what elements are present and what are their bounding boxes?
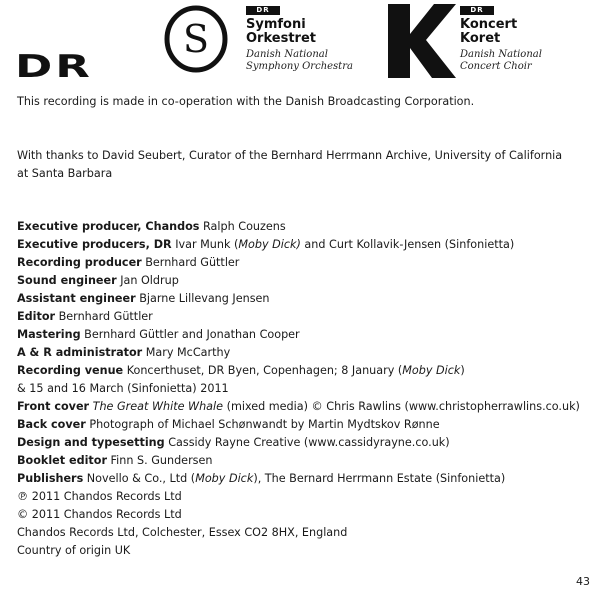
credit-booklet-editor: Booklet editor Finn S. Gundersen	[17, 454, 213, 467]
logo-header	[0, 0, 600, 88]
phonogram-notice: ℗ 2011 Chandos Records Ltd	[17, 490, 182, 503]
koncert-sub-line1: Danish National	[460, 49, 542, 60]
dr-logo: DR	[15, 49, 93, 85]
credits-list	[17, 218, 597, 560]
country-of-origin: Country of origin UK	[17, 544, 131, 557]
credit-editor: Editor Bernhard Güttler	[17, 310, 153, 323]
koncert-name-line2: Koret	[460, 31, 501, 46]
copyright-notice: © 2011 Chandos Records Ltd	[17, 508, 182, 521]
thanks-line-2: at Santa Barbara	[17, 167, 113, 180]
credit-ar-administrator: A & R administrator Mary McCarthy	[17, 346, 231, 359]
symfoni-name-line2: Orkestret	[246, 31, 316, 46]
credit-recording-venue-cont: & 15 and 16 March (Sinfonietta) 2011	[17, 382, 229, 395]
symfoni-name-line1: Symfoni	[246, 17, 306, 32]
koncert-sub-line2: Concert Choir	[460, 61, 532, 72]
credit-back-cover: Back cover Photograph of Michael Schønwandt by Martin Mydtskov Rønne	[17, 418, 440, 431]
credit-mastering: Mastering Bernhard Güttler and Jonathan Cooper	[17, 328, 300, 341]
page-number: 43	[576, 575, 590, 588]
thanks-line-1: With thanks to David Seubert, Curator of the Bernhard Herrmann Archive, University of California	[17, 149, 563, 162]
credit-exec-dr: Executive producers, DR Ivar Munk (Moby Dick) and Curt Kollavik-Jensen (Sinfonietta)	[17, 238, 515, 251]
koncert-dr-badge: DR	[460, 6, 494, 15]
symfoni-sub-line2: Symphony Orchestra	[246, 61, 353, 72]
credit-sound-engineer: Sound engineer Jan Oldrup	[17, 274, 179, 287]
cooperation-note: This recording is made in co-operation with the Danish Broadcasting Corporation.	[17, 95, 475, 108]
koncert-koret-emblem	[388, 2, 456, 78]
thanks-note	[17, 147, 592, 183]
credit-exec-chandos: Executive producer, Chandos Ralph Couzens	[17, 220, 286, 233]
company-address: Chandos Records Ltd, Colchester, Essex CO2 8HX, England	[17, 526, 348, 539]
koncert-name-line1: Koncert	[460, 17, 518, 32]
credit-publishers: Publishers Novello & Co., Ltd (Moby Dick), The Bernard Herrmann Estate (Sinfonietta)	[17, 472, 506, 485]
credit-front-cover: Front cover The Great White Whale (mixed media) © Chris Rawlins (www.christopherrawlins.co.uk)	[17, 400, 580, 413]
symfoni-sub-line1: Danish National	[246, 49, 328, 60]
credit-design: Design and typesetting Cassidy Rayne Creative (www.cassidyrayne.co.uk)	[17, 436, 450, 449]
symfoni-dr-badge: DR	[246, 6, 280, 15]
credit-recording-venue: Recording venue Koncerthuset, DR Byen, Copenhagen; 8 January (Moby Dick)	[17, 364, 465, 377]
credit-assistant-engineer: Assistant engineer Bjarne Lillevang Jensen	[17, 292, 270, 305]
credit-recording-producer: Recording producer Bernhard Güttler	[17, 256, 240, 269]
symfoni-orkestret-emblem	[164, 5, 228, 73]
symfoni-emblem-letter: S	[182, 17, 210, 61]
